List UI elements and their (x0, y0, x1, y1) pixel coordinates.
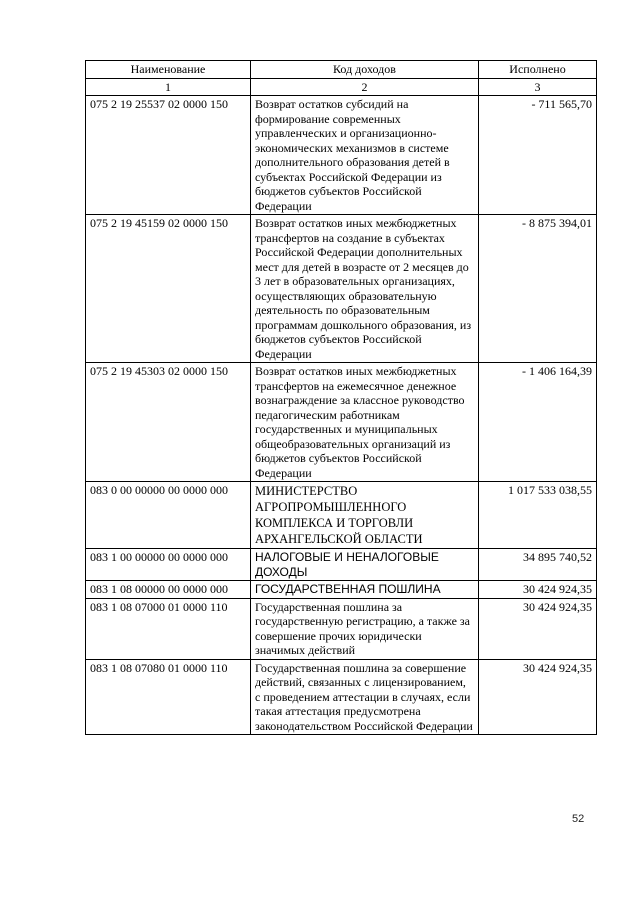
row-name: Возврат остатков иных межбюджетных трансфертов на создание в субъектах Российской Федерации дополнительных мест для детей в возрасте от 2 месяцев до 3 лет в образовательных организациях, осуществляющих образовательную деятельность по образовательным программам дошкольного образования, из бюджетов субъектов Российской Федерации (251, 215, 479, 363)
row-code: 075 2 19 45303 02 0000 150 (86, 363, 251, 482)
row-name: НАЛОГОВЫЕ И НЕНАЛОГОВЫЕ ДОХОДЫ (251, 549, 479, 581)
row-name: Государственная пошлина за государственную регистрацию, а также за совершение прочих юридически значимых действий (251, 598, 479, 659)
table-row (86, 363, 597, 482)
table-row-ministry (86, 482, 597, 549)
column-number-3: 3 (479, 79, 597, 96)
row-amount: - 1 406 164,39 (479, 363, 597, 482)
row-name: МИНИСТЕРСТВО АГРОПРОМЫШЛЕННОГО КОМПЛЕКСА И ТОРГОВЛИ АРХАНГЕЛЬСКОЙ ОБЛАСТИ (251, 482, 479, 549)
row-amount: 1 017 533 038,55 (479, 482, 597, 549)
row-code: 083 1 08 07000 01 0000 110 (86, 598, 251, 659)
row-code: 083 0 00 00000 00 0000 000 (86, 482, 251, 549)
row-code: 075 2 19 45159 02 0000 150 (86, 215, 251, 363)
header-name: Наименование (86, 61, 251, 79)
row-amount: 30 424 924,35 (479, 659, 597, 735)
row-amount: 30 424 924,35 (479, 598, 597, 659)
header-revenue-code: Код доходов (251, 61, 479, 79)
row-code: 083 1 08 07080 01 0000 110 (86, 659, 251, 735)
revenue-table (85, 60, 597, 735)
table-row (86, 659, 597, 735)
table-row (86, 598, 597, 659)
table-row (86, 215, 597, 363)
row-amount: 34 895 740,52 (479, 549, 597, 581)
row-code: 083 1 00 00000 00 0000 000 (86, 549, 251, 581)
column-number-row (86, 79, 597, 96)
row-name: ГОСУДАРСТВЕННАЯ ПОШЛИНА (251, 581, 479, 599)
row-name: Возврат остатков иных межбюджетных трансфертов на ежемесячное денежное вознаграждение за классное руководство педагогическим работникам государственных и муниципальных общеобразовательных организаций из бюджетов субъектов Российской Федерации (251, 363, 479, 482)
table-row (86, 581, 597, 599)
row-code: 083 1 08 00000 00 0000 000 (86, 581, 251, 599)
row-amount: - 8 875 394,01 (479, 215, 597, 363)
row-name: Государственная пошлина за совершение действий, связанных с лицензированием, с проведением аттестации в случаях, если такая аттестация предусмотрена законодательством Российской Федерации (251, 659, 479, 735)
table-row (86, 96, 597, 215)
row-amount: - 711 565,70 (479, 96, 597, 215)
header-executed: Исполнено (479, 61, 597, 79)
table-row (86, 549, 597, 581)
column-number-2: 2 (251, 79, 479, 96)
table-header-row (86, 61, 597, 79)
row-name: Возврат остатков субсидий на формирование современных управленческих и организационно-экономических механизмов в системе дополнительного образования детей в субъектах Российской Федерации из бюджетов субъектов Российской Федерации (251, 96, 479, 215)
row-amount: 30 424 924,35 (479, 581, 597, 599)
column-number-1: 1 (86, 79, 251, 96)
page-number: 52 (572, 813, 585, 825)
row-code: 075 2 19 25537 02 0000 150 (86, 96, 251, 215)
